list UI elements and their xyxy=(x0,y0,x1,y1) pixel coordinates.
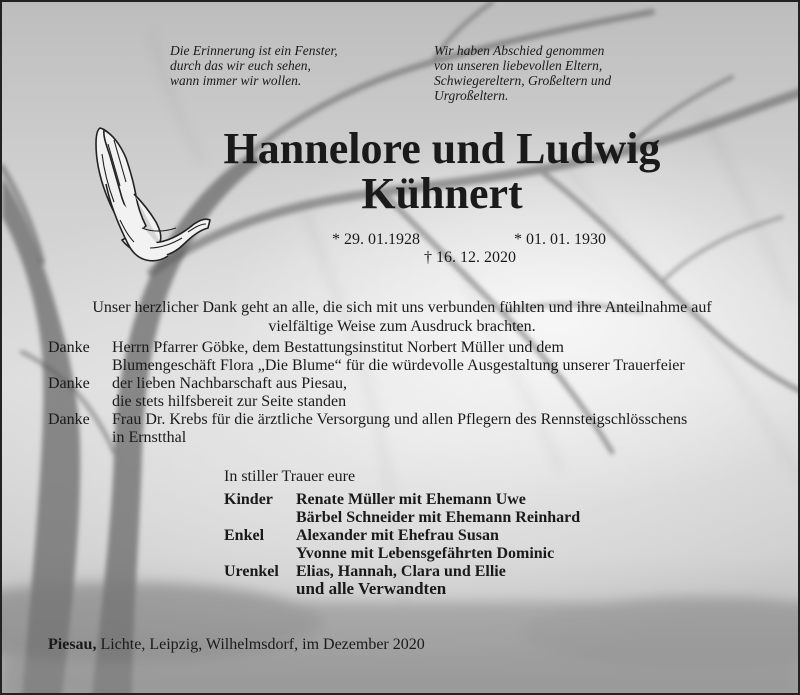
footer-place-date xyxy=(48,636,425,654)
family-closing: und alle Verwandten xyxy=(296,579,447,598)
danke-line: in Ernstthal xyxy=(112,429,187,446)
danke-line: Herrn Pfarrer Göbke, dem Bestattungsinstitut Norbert Müller und dem xyxy=(112,339,564,356)
family-text: Elias, Hannah, Clara und Ellie xyxy=(296,563,506,580)
danke-text xyxy=(112,375,762,411)
family-text: Yvonne mit Lebensgefährten Dominic xyxy=(296,545,555,562)
thanks-line-1: Unser herzlicher Dank geht an alle, die sich mit uns verbunden fühlten und ihre Anteilnahme auf xyxy=(92,299,712,316)
danke-text xyxy=(112,339,762,375)
poem-left xyxy=(170,43,400,88)
deceased-names xyxy=(162,126,722,216)
poem-left-line: Die Erinnerung ist ein Fenster, xyxy=(170,43,338,58)
danke-label: Danke xyxy=(48,339,90,356)
poem-right-line: Schwiegereltern, Großeltern und xyxy=(434,73,612,88)
danke-line: Frau Dr. Krebs für die ärztliche Versorgung und allen Pflegern des Rennsteigschlösschens xyxy=(112,411,688,428)
poem-right-line: Wir haben Abschied genommen xyxy=(434,43,605,58)
danke-text xyxy=(112,411,762,447)
danke-line: die stets hilfsbereit zur Seite standen xyxy=(112,393,347,410)
birth-date-2: * 01. 01. 1930 xyxy=(514,231,606,248)
family-text: Renate Müller mit Ehemann Uwe xyxy=(296,491,526,508)
thanks-line-2: vielfältige Weise zum Ausdruck brachten. xyxy=(268,318,536,335)
birth-date-1: * 29. 01.1928 xyxy=(332,231,420,248)
footer-place: Piesau, xyxy=(48,636,97,653)
names-line-2: Kühnert xyxy=(361,169,523,218)
footer-rest: Lichte, Leipzig, Wilhelmsdorf, im Dezember 2020 xyxy=(100,636,425,653)
danke-line: der lieben Nachbarschaft aus Piesau, xyxy=(112,375,348,392)
poem-left-line: wann immer wir wollen. xyxy=(170,73,302,88)
family-label: Enkel xyxy=(224,527,265,544)
names-line-1: Hannelore und Ludwig xyxy=(223,124,661,173)
danke-label: Danke xyxy=(48,411,90,428)
family-text: Alexander mit Ehefrau Susan xyxy=(296,527,499,544)
death-date: † 16. 12. 2020 xyxy=(424,249,516,266)
danke-line: Blumengeschäft Flora „Die Blume“ für die würdevolle Ausgestaltung unserer Trauerfeier xyxy=(112,357,685,374)
family-label: Urenkel xyxy=(224,563,279,580)
poem-right-line: von unseren liebevollen Eltern, xyxy=(434,58,603,73)
mourning-intro: In stiller Trauer eure xyxy=(224,468,356,485)
family-label: Kinder xyxy=(224,491,273,508)
poem-right-line: Urgroßeltern. xyxy=(434,88,509,103)
family-text: Bärbel Schneider mit Ehemann Reinhard xyxy=(296,509,581,526)
danke-label: Danke xyxy=(48,375,90,392)
poem-right xyxy=(434,43,674,103)
thanks-text xyxy=(42,298,762,336)
poem-left-line: durch das wir euch sehen, xyxy=(170,58,311,73)
